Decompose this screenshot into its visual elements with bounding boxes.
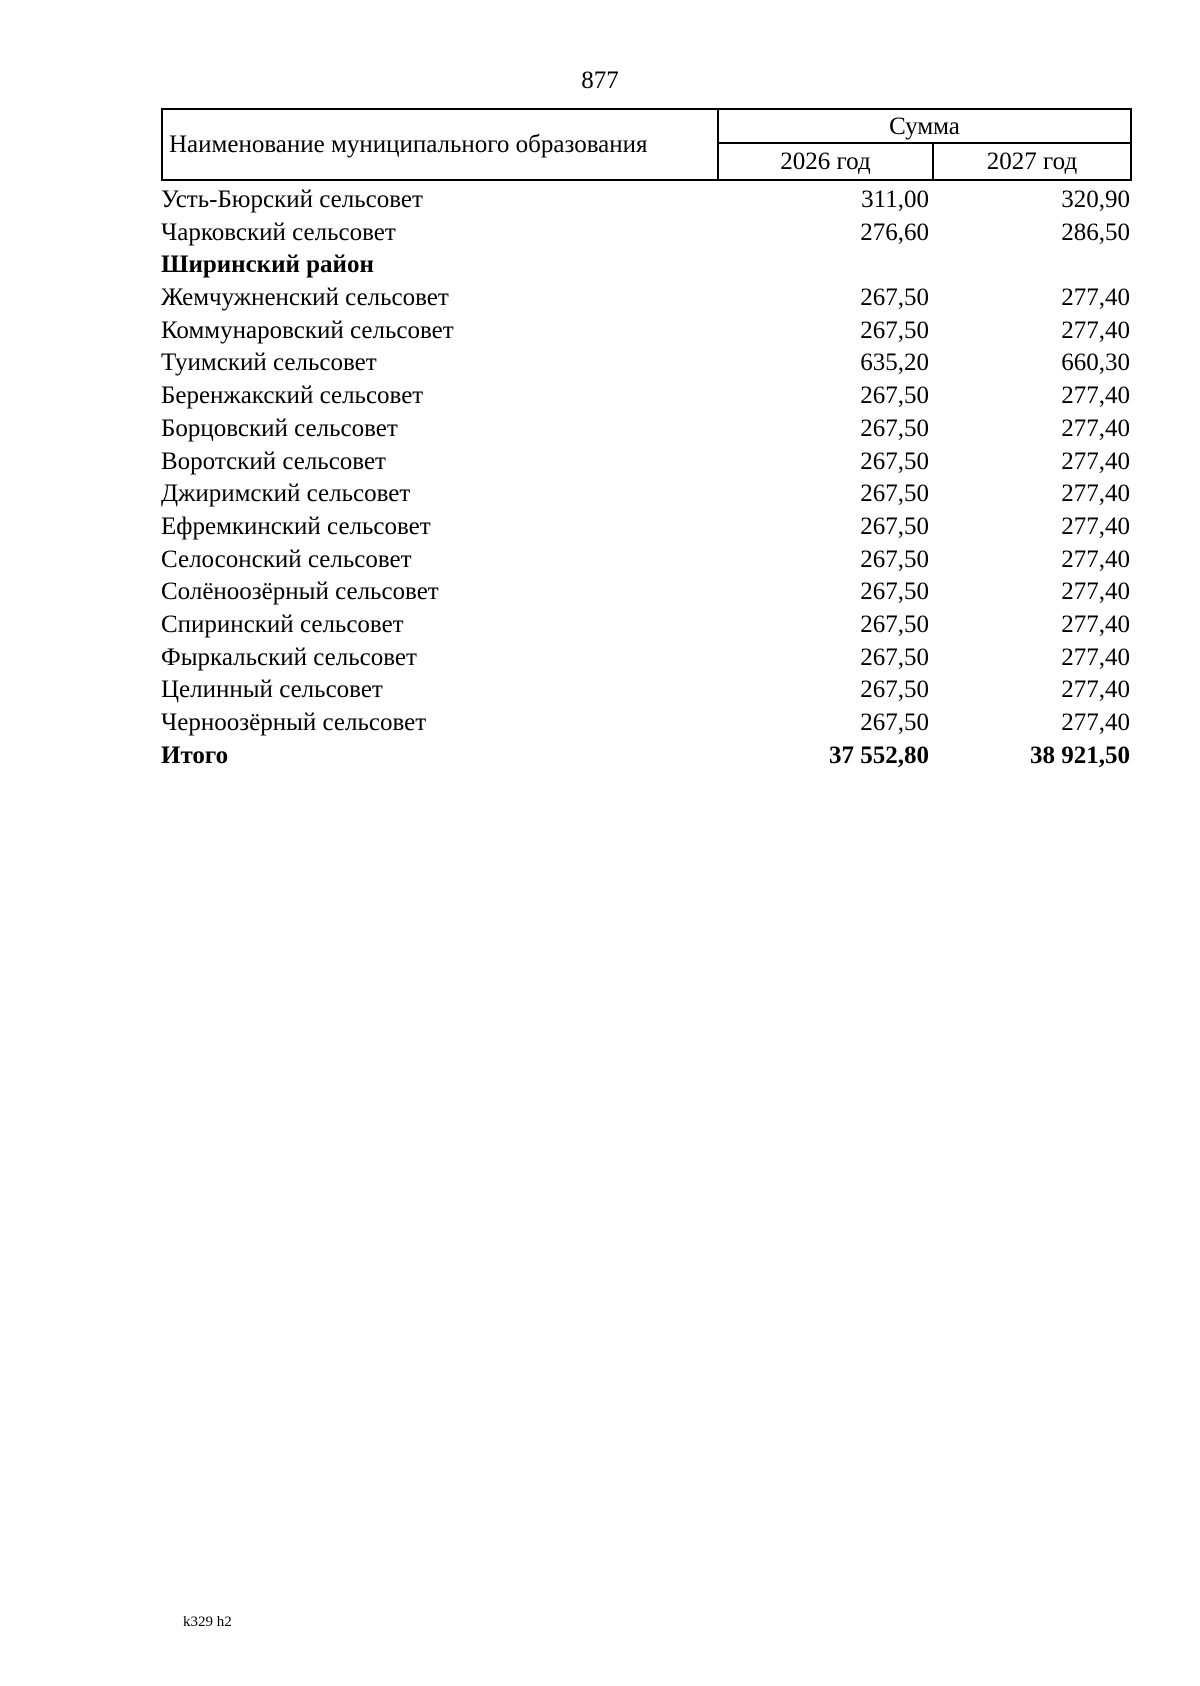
row-name: Джиримский сельсовет: [161, 480, 411, 508]
row-value-2027: 277,40: [1061, 480, 1130, 508]
table-row: [161, 511, 1132, 544]
column-header-name: [163, 110, 719, 179]
column-header-2026: 2026 год: [719, 144, 934, 179]
row-name: Черноозёрный сельсовет: [161, 709, 427, 736]
table-row: [161, 217, 1132, 250]
row-name: Целинный сельсовет: [161, 676, 383, 704]
row-name: Туимский сельсовет: [161, 349, 377, 377]
footer-code: k329 h2: [183, 1614, 232, 1630]
row-value-2026: 311,00: [861, 186, 929, 213]
row-value-2027: 277,40: [1061, 512, 1130, 540]
row-value-2026: 267,50: [860, 512, 929, 540]
table-body: [161, 184, 1132, 772]
row-name: Усть-Бюрский сельсовет: [161, 186, 423, 213]
row-value-2026: 267,50: [860, 643, 929, 671]
row-value-2026: 267,50: [860, 676, 929, 704]
row-value-2027: 286,50: [1061, 218, 1130, 246]
column-header-name-label: Наименование муниципального образования: [169, 130, 648, 158]
table-row: [161, 544, 1132, 577]
row-value-2026: 267,50: [860, 545, 929, 573]
table-row: [161, 707, 1132, 740]
row-value-2027: 277,40: [1061, 709, 1130, 736]
row-value-2027: 277,40: [1061, 643, 1130, 671]
row-name: Фыркальский сельсовет: [161, 643, 417, 671]
table-row: [161, 380, 1132, 413]
row-name: Воротский сельсовет: [161, 447, 386, 475]
row-name: Солёноозёрный сельсовет: [161, 578, 439, 606]
column-header-sum: Сумма: [719, 110, 1130, 144]
table-total-row: [161, 740, 1132, 773]
table-row: [161, 184, 1132, 217]
total-label: Итого: [161, 741, 229, 769]
table-row: [161, 609, 1132, 642]
row-value-2026: 267,50: [860, 447, 929, 475]
row-value-2027: 277,40: [1061, 284, 1130, 312]
row-value-2027: 277,40: [1061, 316, 1130, 344]
row-value-2027: 277,40: [1061, 610, 1130, 638]
column-header-2027: 2027 год: [986, 148, 1078, 175]
table-row: [161, 478, 1132, 511]
row-name: Борцовский сельсовет: [161, 414, 398, 442]
row-value-2027: 277,40: [1061, 578, 1130, 606]
row-value-2027: 320,90: [1061, 186, 1130, 213]
row-name: Селосонский сельсовет: [161, 545, 412, 573]
row-name: Ефремкинский сельсовет: [161, 512, 431, 540]
row-value-2026: 635,20: [860, 349, 929, 377]
total-value-2026: 37 552,80: [829, 741, 929, 769]
row-value-2026: 267,50: [860, 414, 929, 442]
row-value-2026: 267,50: [860, 316, 929, 344]
table-row: [161, 347, 1132, 380]
row-value-2027: 660,30: [1061, 349, 1130, 377]
table-row: [161, 642, 1132, 675]
row-value-2026: 276,60: [860, 218, 929, 246]
table-row: [161, 282, 1132, 315]
table-row: [161, 674, 1132, 707]
table-row: [161, 413, 1132, 446]
table-row: [161, 576, 1132, 609]
table-section-row: [161, 249, 1132, 282]
table-row: [161, 315, 1132, 348]
row-value-2027: 277,40: [1061, 447, 1130, 475]
row-name: Беренжакский сельсовет: [161, 382, 424, 410]
table-row: [161, 446, 1132, 479]
row-value-2027: 277,40: [1061, 414, 1130, 442]
row-value-2027: 277,40: [1061, 382, 1130, 410]
row-value-2027: 277,40: [1061, 545, 1130, 573]
row-name: Коммунаровский сельсовет: [161, 316, 454, 344]
row-name: Спиринский сельсовет: [161, 610, 404, 638]
page-number: 877: [581, 67, 619, 94]
row-value-2026: 267,50: [860, 480, 929, 508]
row-value-2026: 267,50: [860, 610, 929, 638]
row-value-2026: 267,50: [860, 382, 929, 410]
row-name: Чарковский сельсовет: [161, 218, 396, 246]
row-value-2026: 267,50: [860, 578, 929, 606]
row-value-2026: 267,50: [860, 709, 929, 736]
section-name: Ширинский район: [161, 251, 374, 279]
table-header: [161, 108, 1132, 181]
row-value-2026: 267,50: [860, 284, 929, 312]
total-value-2027: 38 921,50: [1030, 741, 1130, 769]
row-name: Жемчужненский сельсовет: [161, 284, 449, 312]
row-value-2027: 277,40: [1061, 676, 1130, 704]
